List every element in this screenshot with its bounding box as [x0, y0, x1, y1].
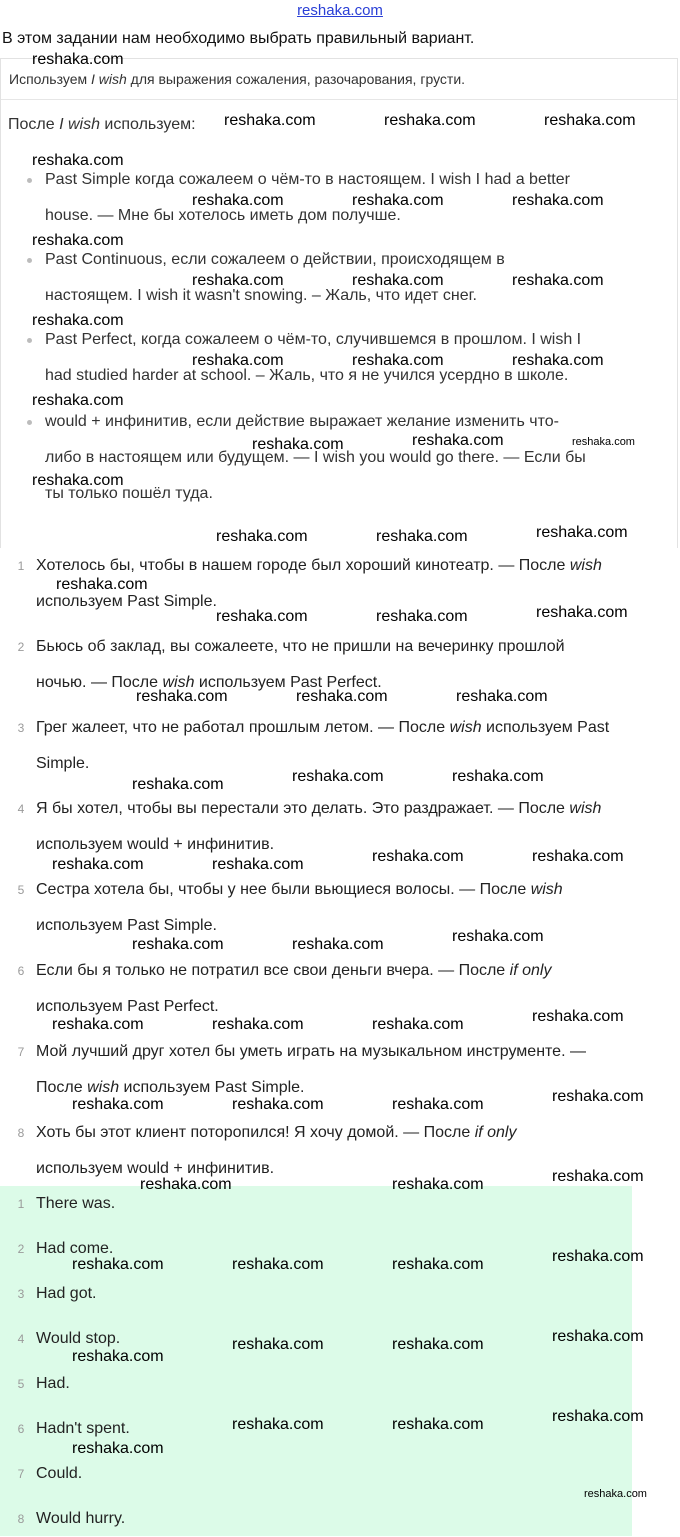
item-text: Если бы я только не потратил все свои деньги вчера. — После — [36, 962, 510, 979]
answer-item — [0, 1456, 632, 1492]
bullet-line: настоящем. I wish it wasn't snowing. – Жаль, что идет снег. — [45, 287, 477, 304]
watermark: reshaka.com — [384, 112, 476, 129]
intro-text: В этом задании нам необходимо выбрать правильный вариант. — [2, 30, 475, 47]
watermark: reshaka.com — [216, 608, 308, 625]
rule-suffix: для выражения сожаления, разочарования, грусти. — [126, 71, 466, 87]
watermark: reshaka.com — [352, 192, 444, 209]
item-em: wish — [569, 557, 602, 574]
watermark: reshaka.com — [32, 472, 124, 489]
bullet-dot — [27, 338, 32, 343]
watermark: reshaka.com — [536, 524, 628, 541]
answer-number: 1 — [17, 1197, 25, 1211]
watermark: reshaka.com — [544, 112, 636, 129]
watermark: reshaka.com — [252, 436, 344, 453]
watermark: reshaka.com — [536, 604, 628, 621]
item-number: 3 — [17, 721, 25, 735]
bullet-item — [45, 322, 665, 394]
watermark: reshaka.com — [292, 768, 384, 785]
answer-text: Would hurry. — [36, 1510, 126, 1527]
item-em: wish — [87, 1079, 120, 1096]
rule-header — [1, 59, 677, 100]
item-text: Мой лучший друг хотел бы уметь играть на музыкальном инструменте. — — [36, 1043, 586, 1060]
after-heading — [8, 116, 196, 134]
watermark: reshaka.com — [136, 688, 228, 705]
bullet-dot — [27, 420, 32, 425]
answer-number: 3 — [17, 1287, 25, 1301]
watermark: reshaka.com — [132, 776, 224, 793]
watermark: reshaka.com — [192, 192, 284, 209]
watermark: reshaka.com — [232, 1336, 324, 1353]
watermark: reshaka.com — [552, 1248, 644, 1265]
answer-item — [0, 1411, 632, 1447]
bullet-line: Past Simple когда сожалеем о чём-то в настоящем. I wish I had a better — [45, 171, 570, 188]
answer-number: 7 — [17, 1467, 25, 1481]
item-text: После — [36, 1079, 88, 1096]
item-number: 7 — [17, 1045, 25, 1059]
watermark: reshaka.com — [372, 1016, 464, 1033]
item-number: 6 — [17, 964, 25, 978]
watermark: reshaka.com — [452, 928, 544, 945]
watermark: reshaka.com — [352, 272, 444, 289]
watermark: reshaka.com — [532, 1008, 624, 1025]
watermark: reshaka.com — [224, 112, 316, 129]
watermark: reshaka.com — [72, 1096, 164, 1113]
item-number: 1 — [17, 559, 25, 573]
watermark: reshaka.com — [512, 192, 604, 209]
bullet-line: would + инфинитив, если действие выражает желание изменить что- — [45, 413, 559, 430]
item-text: используем Past Simple. — [36, 593, 217, 610]
item-text: Сестра хотела бы, чтобы у нее были вьющиеся волосы. — После — [36, 881, 531, 898]
watermark: reshaka.com — [376, 608, 468, 625]
watermark: reshaka.com — [552, 1088, 644, 1105]
answer-text: Had come. — [36, 1240, 114, 1257]
bullet-item — [45, 162, 665, 234]
watermark: reshaka.com — [552, 1168, 644, 1185]
site-link[interactable]: reshaka.com — [297, 2, 383, 19]
answer-item — [0, 1186, 632, 1222]
bullet-item — [45, 242, 665, 314]
answer-item — [0, 1231, 632, 1267]
item-text: используем Past Simple. — [36, 917, 217, 934]
watermark: reshaka.com — [72, 1440, 164, 1457]
watermark: reshaka.com — [296, 688, 388, 705]
watermark: reshaka.com — [584, 1488, 647, 1500]
answer-number: 8 — [17, 1512, 25, 1526]
watermark: reshaka.com — [552, 1328, 644, 1345]
bullet-item — [45, 404, 665, 512]
watermark: reshaka.com — [192, 272, 284, 289]
item-number: 8 — [17, 1126, 25, 1140]
watermark: reshaka.com — [216, 528, 308, 545]
bullet-line: had studied harder at school. – Жаль, что я не учился усердно в школе. — [45, 367, 569, 384]
watermark: reshaka.com — [572, 436, 635, 448]
watermark: reshaka.com — [392, 1256, 484, 1273]
watermark: reshaka.com — [232, 1096, 324, 1113]
bullet-line: ты только пошёл туда. — [45, 485, 213, 502]
item-number: 5 — [17, 883, 25, 897]
watermark: reshaka.com — [32, 392, 124, 409]
item-text: используем Past Simple. — [119, 1079, 305, 1096]
item-number: 2 — [17, 640, 25, 654]
watermark: reshaka.com — [72, 1348, 164, 1365]
bullet-dot — [27, 258, 32, 263]
bullet-line: либо в настоящем или будущем. — I wish you would go there. — Если бы — [45, 449, 586, 466]
item-em: wish — [569, 800, 602, 817]
watermark: reshaka.com — [232, 1416, 324, 1433]
item-text: ночью. — После — [36, 674, 163, 691]
answer-text: There was. — [36, 1195, 116, 1212]
bullet-line: Past Continuous, если сожалеем о действии, происходящем в — [45, 251, 505, 268]
watermark: reshaka.com — [512, 272, 604, 289]
after-prefix: После — [8, 116, 60, 133]
watermark: reshaka.com — [140, 1176, 232, 1193]
watermark: reshaka.com — [392, 1096, 484, 1113]
item-em: wish — [162, 674, 195, 691]
watermark: reshaka.com — [212, 1016, 304, 1033]
item-text: используем Past Perfect. — [36, 998, 219, 1015]
watermark: reshaka.com — [412, 432, 504, 449]
item-em: if only — [474, 1124, 517, 1141]
watermark: reshaka.com — [32, 152, 124, 169]
watermark: reshaka.com — [452, 768, 544, 785]
item-text: Хотелось бы, чтобы в нашем городе был хороший кинотеатр. — После — [36, 557, 570, 574]
watermark: reshaka.com — [52, 1016, 144, 1033]
bullet-dot — [27, 178, 32, 183]
watermark: reshaka.com — [376, 528, 468, 545]
watermark: reshaka.com — [32, 312, 124, 329]
answer-number: 4 — [17, 1332, 25, 1346]
answer-text: Could. — [36, 1465, 83, 1482]
watermark: reshaka.com — [32, 51, 124, 68]
item-text: используем Past Perfect. — [194, 674, 382, 691]
watermark: reshaka.com — [72, 1256, 164, 1273]
after-suffix: используем: — [99, 116, 196, 133]
watermark: reshaka.com — [56, 576, 148, 593]
item-text: Simple. — [36, 755, 90, 772]
watermark: reshaka.com — [352, 352, 444, 369]
watermark: reshaka.com — [232, 1256, 324, 1273]
answer-item — [0, 1501, 632, 1537]
bullet-line: Past Perfect, когда сожалеем о чём-то, случившемся в прошлом. I wish I — [45, 331, 582, 348]
watermark: reshaka.com — [392, 1336, 484, 1353]
bullet-line: house. — Мне бы хотелось иметь дом получше. — [45, 207, 401, 224]
item-text: используем would + инфинитив. — [36, 836, 275, 853]
item-text: Бьюсь об заклад, вы сожалеете, что не пришли на вечеринку прошлой — [36, 638, 565, 655]
item-em: if only — [509, 962, 552, 979]
answer-item — [0, 1276, 632, 1312]
answer-item — [0, 1366, 632, 1402]
watermark: reshaka.com — [132, 936, 224, 953]
answer-text: Would stop. — [36, 1330, 121, 1347]
answer-number: 5 — [17, 1377, 25, 1391]
watermark: reshaka.com — [392, 1416, 484, 1433]
watermark: reshaka.com — [292, 936, 384, 953]
watermark: reshaka.com — [456, 688, 548, 705]
item-text: используем would + инфинитив. — [36, 1160, 275, 1177]
watermark: reshaka.com — [192, 352, 284, 369]
rule-prefix: Используем — [9, 71, 91, 87]
item-text: Хоть бы этот клиент поторопился! Я хочу домой. — После — [36, 1124, 475, 1141]
item-text: используем Past — [481, 719, 610, 736]
watermark: reshaka.com — [532, 848, 624, 865]
item-em: wish — [449, 719, 482, 736]
answer-item — [0, 1321, 632, 1357]
watermark: reshaka.com — [552, 1408, 644, 1425]
answer-text: Hadn't spent. — [36, 1420, 130, 1437]
item-text: Я бы хотел, чтобы вы перестали это делать. Это раздражает. — После — [36, 800, 570, 817]
after-em: I wish — [59, 116, 100, 133]
watermark: reshaka.com — [392, 1176, 484, 1193]
item-text: Грег жалеет, что не работал прошлым летом. — После — [36, 719, 450, 736]
answer-text: Had got. — [36, 1285, 97, 1302]
answer-text: Had. — [36, 1375, 70, 1392]
watermark: reshaka.com — [52, 856, 144, 873]
watermark: reshaka.com — [32, 232, 124, 249]
answer-number: 2 — [17, 1242, 25, 1256]
answers-panel — [0, 1186, 632, 1536]
watermark: reshaka.com — [372, 848, 464, 865]
item-em: wish — [530, 881, 563, 898]
item-number: 4 — [17, 802, 25, 816]
answer-number: 6 — [17, 1422, 25, 1436]
watermark: reshaka.com — [512, 352, 604, 369]
watermark: reshaka.com — [212, 856, 304, 873]
rule-em: I wish — [91, 71, 127, 87]
